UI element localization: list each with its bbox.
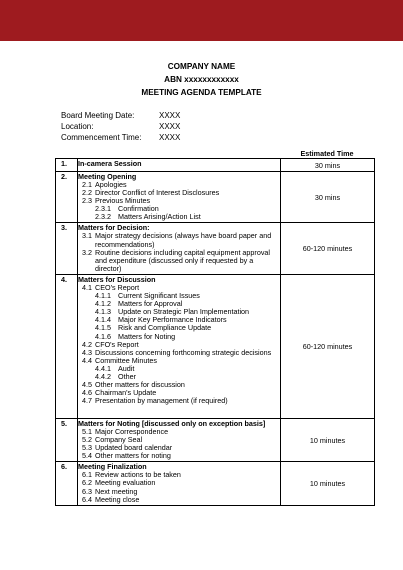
item-text: Review actions to be taken: [95, 470, 181, 480]
item-text: Other matters for discussion: [95, 380, 185, 390]
item-text: Routine decisions including capital equipment approval and expenditure (discussed only if requested by a director): [95, 247, 271, 273]
agenda-item: [78, 213, 280, 221]
item-text: Updated board calendar: [95, 443, 173, 453]
item-number: 3.2: [82, 247, 92, 257]
company-abn: ABN xxxxxxxxxxxx: [164, 75, 239, 84]
item-text: Previous Minutes: [95, 196, 151, 206]
agenda-item: [78, 232, 280, 248]
item-number: 5.1: [82, 426, 92, 436]
section-content: [78, 462, 281, 505]
section-time: 10 minutes: [281, 418, 375, 461]
item-number: 6.2: [82, 478, 92, 488]
agenda-body: [56, 159, 375, 506]
item-text: Discussions concerning forthcoming strategic decisions: [95, 347, 272, 357]
agenda-item: [78, 452, 280, 460]
item-text: Next meeting: [95, 486, 138, 496]
item-text: Matters Arising/Action List: [118, 212, 201, 222]
item-number: 4.6: [82, 388, 92, 398]
item-text: Presentation by management (if required): [95, 396, 228, 406]
section-number: 3.: [56, 223, 78, 274]
detail-value: XXXX: [159, 122, 181, 131]
company-name: COMPANY NAME: [167, 62, 236, 71]
agenda-item: [78, 496, 280, 504]
header-band: [0, 0, 403, 41]
item-number: 5.2: [82, 435, 92, 445]
agenda-section-row: [56, 159, 375, 172]
estimated-time-header: Estimated Time: [300, 149, 354, 158]
item-text: Audit: [118, 363, 135, 373]
section-title: Meeting Opening: [78, 172, 137, 181]
section-content: [78, 159, 281, 172]
item-number: 4.1.4: [95, 315, 111, 325]
item-text: Chairman's Update: [95, 388, 157, 398]
item-text: Apologies: [95, 180, 127, 189]
item-text: Other: [118, 371, 136, 381]
item-number: 5.3: [82, 443, 92, 453]
item-number: 4.5: [82, 380, 92, 390]
item-text: Other matters for noting: [95, 451, 171, 461]
item-number: 6.4: [82, 494, 92, 504]
item-number: 6.3: [82, 486, 92, 496]
item-number: 4.4.1: [95, 363, 111, 373]
item-text: Director Conflict of Interest Disclosures: [95, 188, 220, 198]
agenda-table: [55, 158, 375, 506]
section-content: [78, 223, 281, 274]
item-number: 4.7: [82, 396, 92, 406]
item-text: Confirmation: [118, 204, 159, 214]
item-number: 4.1.5: [95, 323, 111, 333]
document-title: MEETING AGENDA TEMPLATE: [141, 88, 262, 97]
section-title: In-camera Session: [78, 159, 142, 168]
section-title: Matters for Discussion: [78, 274, 156, 284]
agenda-section-row: [56, 223, 375, 274]
agenda-section-row: [56, 462, 375, 505]
item-text: Major Correspondence: [95, 426, 169, 436]
item-number: 4.1.6: [95, 331, 111, 341]
item-text: CEO's Report: [95, 282, 140, 292]
detail-row-date: [61, 110, 180, 121]
agenda-section-row: [56, 418, 375, 461]
agenda-section-row: [56, 274, 375, 418]
item-text: Meeting close: [95, 494, 140, 504]
detail-label: Commencement Time:: [61, 133, 142, 142]
agenda-item: [78, 397, 280, 405]
section-time: 30 mins: [281, 172, 375, 223]
detail-value: XXXX: [159, 111, 181, 120]
item-number: 2.3.2: [95, 212, 111, 222]
section-content: [78, 418, 281, 461]
detail-row-time: [61, 132, 180, 143]
section-title: Meeting Finalization: [78, 462, 147, 472]
item-number: 2.3: [82, 196, 92, 206]
item-number: 2.3.1: [95, 204, 111, 214]
item-text: Matters for Noting: [118, 331, 176, 341]
section-time: 60-120 minutes: [281, 274, 375, 418]
item-text: Major Key Performance Indicators: [118, 315, 227, 325]
item-number: 4.2: [82, 339, 92, 349]
detail-label: Board Meeting Date:: [61, 111, 135, 120]
item-number: 2.2: [82, 188, 92, 198]
item-number: 5.4: [82, 451, 92, 461]
section-time: 60-120 minutes: [281, 223, 375, 274]
section-content: [78, 274, 281, 418]
section-time: 10 minutes: [281, 462, 375, 505]
item-text: Update on Strategic Plan Implementation: [118, 307, 250, 317]
detail-label: Location:: [61, 122, 94, 131]
meeting-details: [61, 110, 180, 143]
section-number: 2.: [56, 172, 78, 223]
item-text: Major strategy decisions (always have board paper and recommendations): [95, 231, 272, 249]
item-text: Committee Minutes: [95, 355, 157, 365]
document-header: [0, 60, 403, 99]
item-text: Current Significant Issues: [118, 291, 200, 301]
item-text: Meeting evaluation: [95, 478, 156, 488]
item-text: Risk and Compliance Update: [118, 323, 212, 333]
section-content: [78, 172, 281, 223]
section-title: Matters for Noting [discussed only on exception basis]: [78, 418, 266, 428]
item-number: 4.3: [82, 347, 92, 357]
agenda-item: [78, 249, 280, 273]
item-number: 3.1: [82, 231, 92, 241]
section-number: 4.: [56, 274, 78, 418]
detail-row-location: [61, 121, 180, 132]
item-text: CFO's Report: [95, 339, 139, 349]
item-number: 6.1: [82, 470, 92, 480]
section-number: 5.: [56, 418, 78, 461]
section-number: 6.: [56, 462, 78, 505]
item-text: Company Seal: [95, 435, 143, 445]
section-title: Matters for Decision:: [78, 223, 150, 233]
item-number: 4.4: [82, 355, 92, 365]
item-number: 4.1.2: [95, 299, 111, 309]
item-number: 4.1.1: [95, 291, 111, 301]
item-number: 4.4.2: [95, 371, 111, 381]
item-number: 2.1: [82, 180, 92, 189]
item-number: 4.1.3: [95, 307, 111, 317]
agenda-section-row: [56, 172, 375, 223]
section-number: 1.: [56, 159, 78, 172]
item-text: Matters for Approval: [118, 299, 183, 309]
detail-value: XXXX: [159, 133, 181, 142]
section-time: 30 mins: [281, 159, 375, 172]
item-number: 4.1: [82, 282, 92, 292]
